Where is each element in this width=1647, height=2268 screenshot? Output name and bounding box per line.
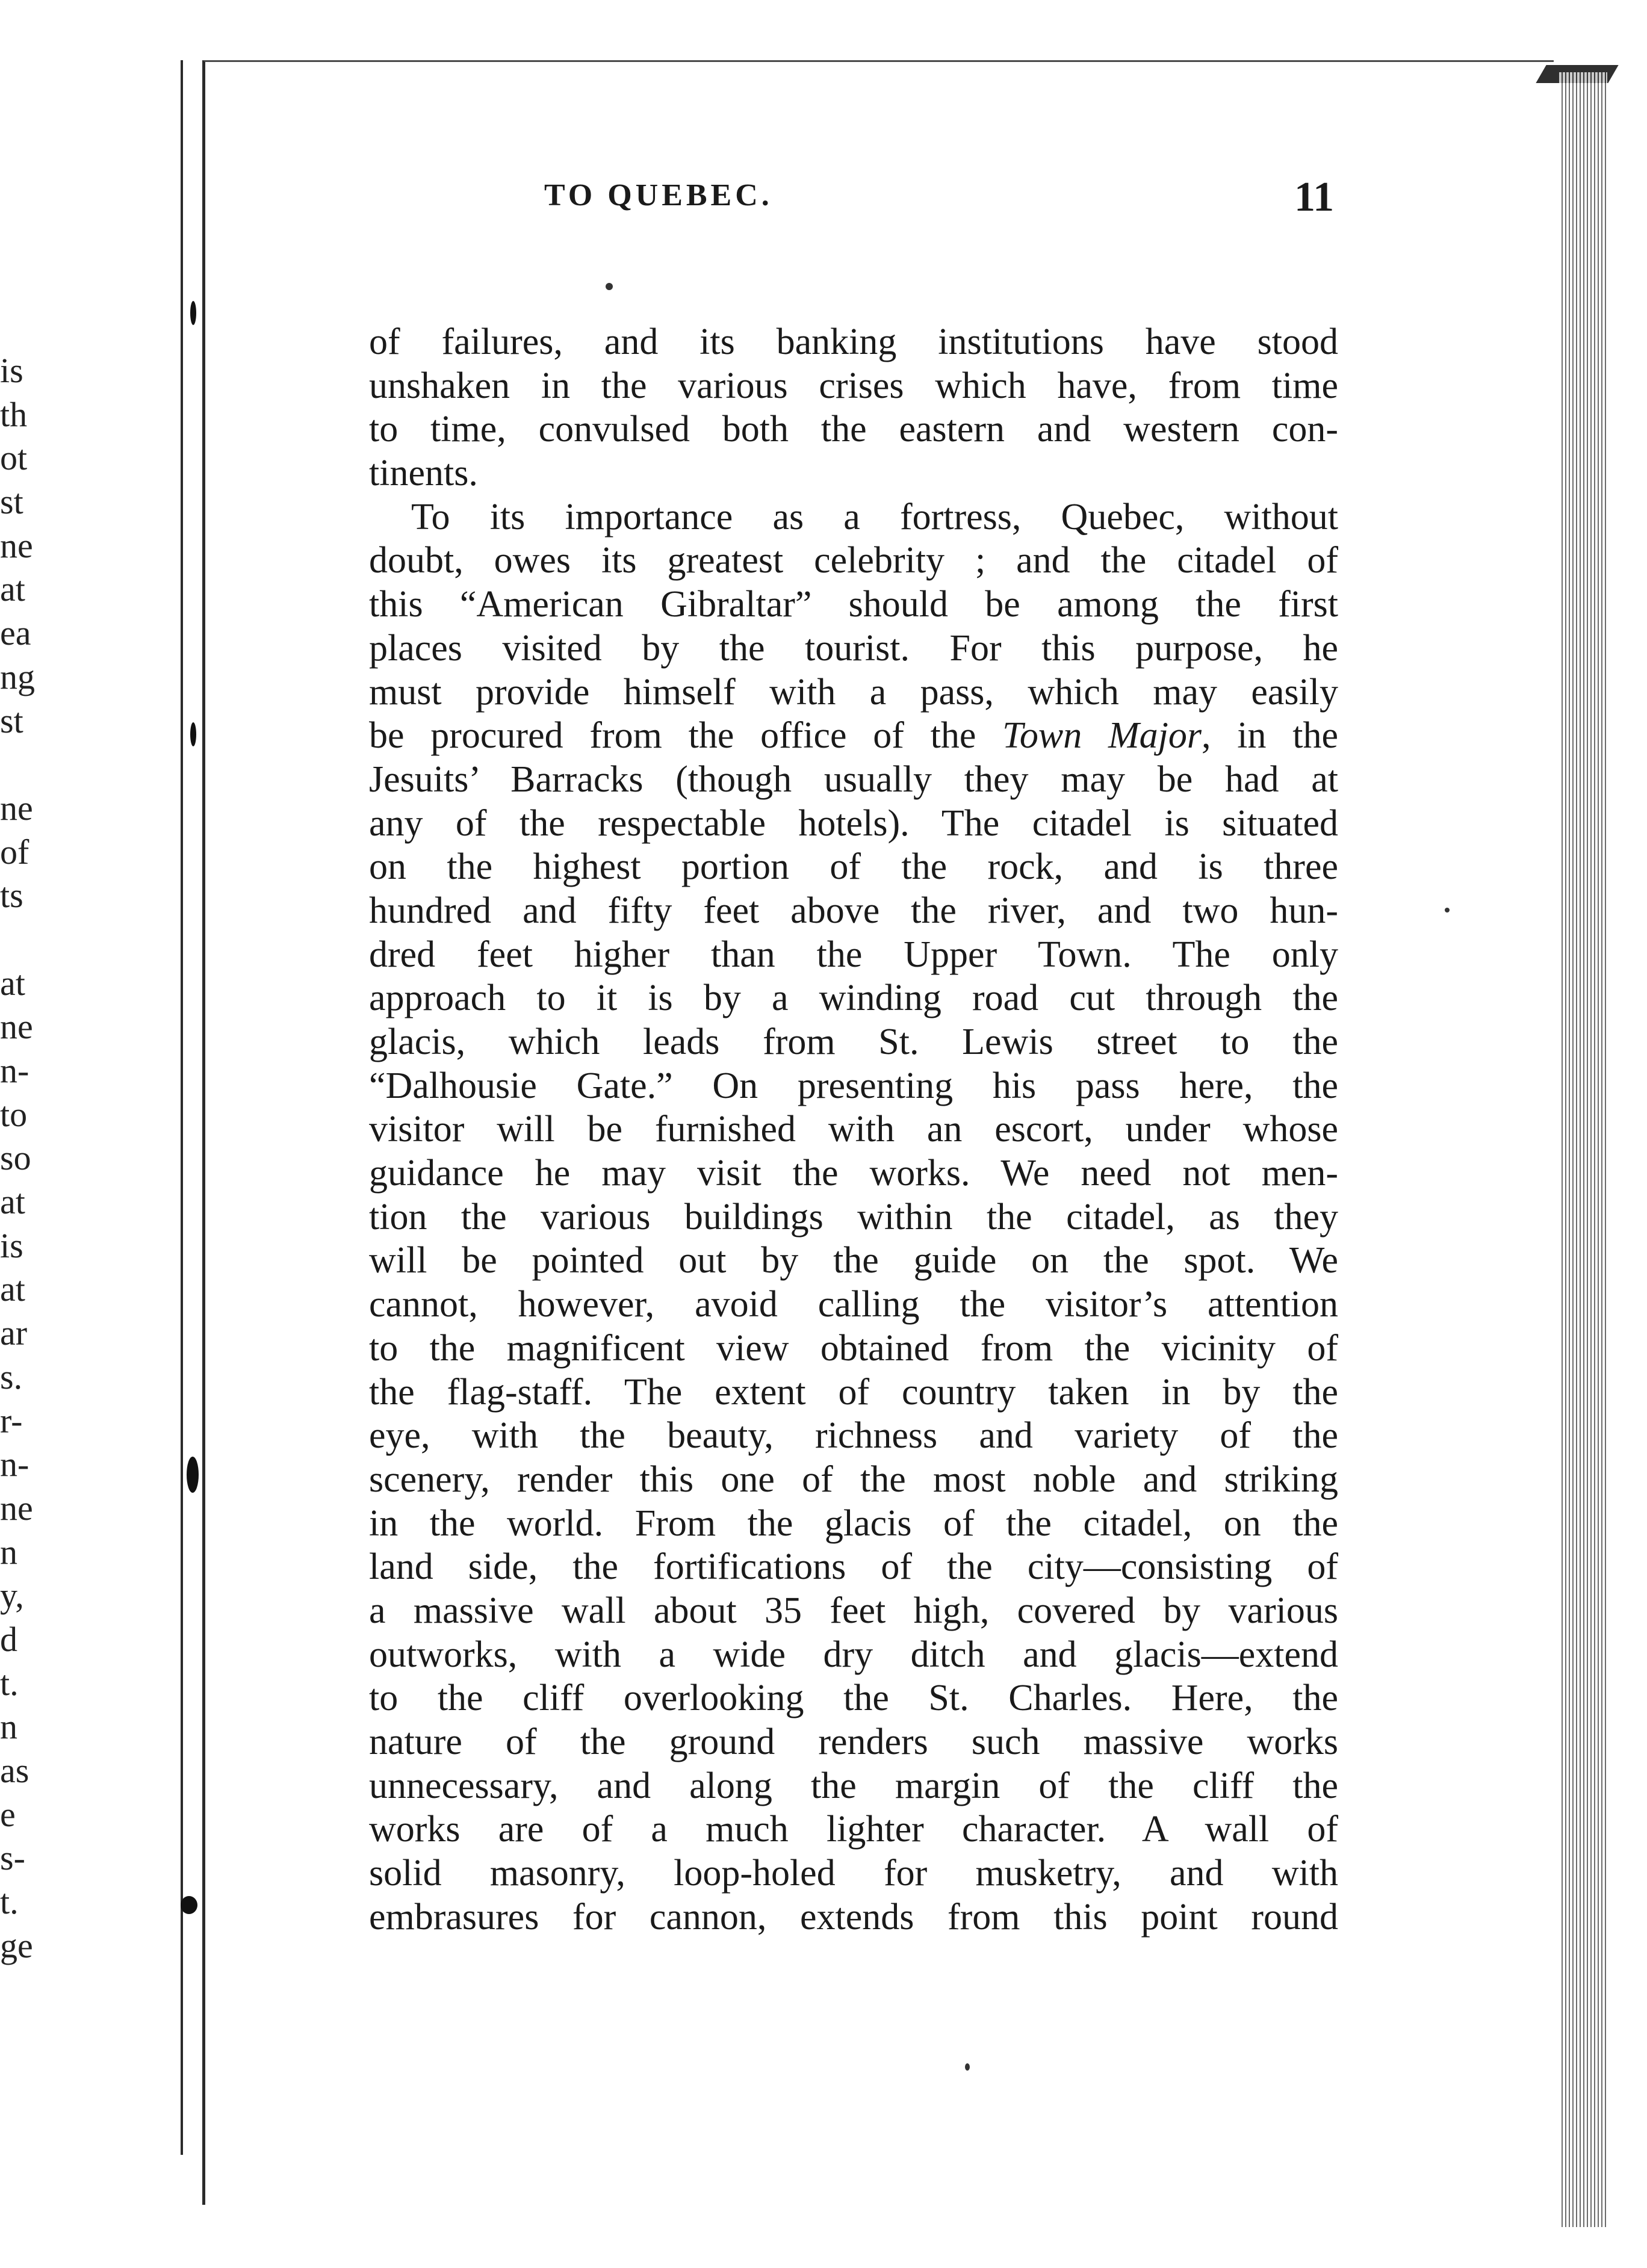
- page-number: 11: [1294, 174, 1335, 220]
- left-text-fragment: s-: [0, 1838, 25, 1878]
- text-line: “Dalhousie Gate.” On presenting his pass here, the: [369, 1065, 1338, 1106]
- left-text-fragment: d: [0, 1619, 17, 1659]
- text-line: approach to it is by a winding road cut through the: [369, 978, 1338, 1019]
- left-text-fragment: r-: [0, 1401, 23, 1440]
- text-line: doubt, owes its greatest celebrity ; and the citadel of: [369, 540, 1338, 581]
- running-head: TO QUEBEC.: [544, 178, 773, 212]
- left-facing-page: [0, 60, 183, 2155]
- ink-speck: [965, 2063, 970, 2071]
- ink-speck: [606, 283, 613, 290]
- text-line: tinents.: [369, 453, 478, 494]
- left-text-fragment: ge: [0, 1926, 33, 1965]
- left-text-fragment: ts: [0, 876, 23, 916]
- text-line: unnecessary, and along the margin of the cliff the: [369, 1765, 1338, 1806]
- text-line: this “American Gibraltar” should be among the first: [369, 584, 1338, 625]
- left-text-fragment: [0, 918, 36, 962]
- text-line: must provide himself with a pass, which may easily: [369, 671, 1338, 713]
- text-line: to the cliff overlooking the St. Charles. Here, the: [369, 1678, 1338, 1719]
- left-text-fragment: n-: [0, 1445, 29, 1484]
- text-line: works are of a much lighter character. A wall of: [369, 1809, 1338, 1850]
- text-line: To its importance as a fortress, Quebec, without: [411, 496, 1338, 538]
- text-line: to time, convulsed both the eastern and western con-: [369, 409, 1338, 450]
- page-stack-edge: [1559, 72, 1607, 2227]
- ink-speck: [1445, 908, 1450, 912]
- left-text-fragment: ne: [0, 1007, 33, 1047]
- text-line: outworks, with a wide dry ditch and glacis—extend: [369, 1634, 1338, 1675]
- text-line: any of the respectable hotels). The citadel is situated: [369, 802, 1338, 844]
- text-line: a massive wall about 35 feet high, covered by various: [369, 1590, 1338, 1631]
- left-text-fragment: of: [0, 832, 29, 872]
- left-page-cropped-text: [0, 349, 36, 1968]
- gutter-mark: [190, 722, 196, 746]
- left-text-fragment: n-: [0, 1051, 29, 1090]
- left-text-fragment: ea: [0, 613, 31, 653]
- left-text-fragment: at: [0, 1269, 25, 1309]
- left-text-fragment: s.: [0, 1357, 23, 1396]
- text-line: the flag-staff. The extent of country taken in by the: [369, 1371, 1338, 1413]
- text-line: of failures, and its banking institutions have stood: [369, 321, 1338, 362]
- italic-phrase: Town Major: [1002, 715, 1202, 757]
- text-line: unshaken in the various crises which have, from time: [369, 365, 1338, 406]
- text-line: places visited by the tourist. For this purpose, he: [369, 627, 1338, 669]
- left-text-fragment: ne: [0, 1488, 33, 1528]
- text-line: eye, with the beauty, richness and variety of the: [369, 1415, 1338, 1457]
- left-text-fragment: is: [0, 1225, 23, 1265]
- left-text-fragment: at: [0, 569, 25, 609]
- left-text-fragment: ar: [0, 1313, 28, 1353]
- text-line: dred feet higher than the Upper Town. The only: [369, 934, 1338, 975]
- left-text-fragment: ne: [0, 788, 33, 828]
- left-text-fragment: ne: [0, 525, 33, 565]
- left-text-fragment: at: [0, 963, 25, 1003]
- text-line: in the world. From the glacis of the citadel, on the: [369, 1502, 1338, 1544]
- left-text-fragment: th: [0, 394, 28, 434]
- text-line: on the highest portion of the rock, and is three: [369, 846, 1338, 888]
- left-text-fragment: [0, 743, 36, 787]
- left-text-fragment: at: [0, 1182, 25, 1222]
- gutter-mark: [181, 1896, 197, 1914]
- text-line: Jesuits’ Barracks (though usually they may be had at: [369, 758, 1338, 800]
- text-line: will be pointed out by the guide on the spot. We: [369, 1240, 1338, 1281]
- gutter-mark: [187, 1457, 199, 1493]
- text-line: glacis, which leads from St. Lewis street to the: [369, 1021, 1338, 1062]
- left-text-fragment: ot: [0, 438, 28, 478]
- left-text-fragment: n: [0, 1532, 17, 1572]
- text-line: visitor will be furnished with an escort, under whose: [369, 1109, 1338, 1150]
- left-text-fragment: st: [0, 701, 23, 740]
- left-text-fragment: to: [0, 1094, 28, 1134]
- text-line: guidance he may visit the works. We need not men-: [369, 1153, 1338, 1194]
- text-line: hundred and fifty feet above the river, and two hun-: [369, 890, 1338, 931]
- text-line: be procured from the office of the Town Major, in the: [369, 715, 1338, 757]
- gutter-mark: [190, 301, 196, 325]
- text-line: to the magnificent view obtained from the vicinity of: [369, 1327, 1338, 1369]
- body-text: [369, 320, 1338, 1939]
- left-text-fragment: st: [0, 482, 23, 522]
- text-line: embrasures for cannon, extends from this point round: [369, 1896, 1338, 1938]
- text-line: land side, the fortifications of the city—consisting of: [369, 1546, 1338, 1588]
- text-line: scenery, render this one of the most noble and striking: [369, 1458, 1338, 1500]
- text-line: nature of the ground renders such massive works: [369, 1721, 1338, 1762]
- left-text-fragment: y,: [0, 1576, 24, 1616]
- left-text-fragment: as: [0, 1751, 29, 1790]
- text-line: cannot, however, avoid calling the visitor’s attention: [369, 1284, 1338, 1325]
- left-text-fragment: e: [0, 1794, 16, 1834]
- left-text-fragment: so: [0, 1138, 31, 1178]
- left-text-fragment: n: [0, 1707, 17, 1747]
- left-text-fragment: is: [0, 351, 23, 390]
- left-text-fragment: t.: [0, 1663, 19, 1703]
- left-text-fragment: ng: [0, 657, 35, 696]
- text-line: tion the various buildings within the citadel, as they: [369, 1196, 1338, 1238]
- text-line: solid masonry, loop-holed for musketry, and with: [369, 1853, 1338, 1894]
- left-text-fragment: t.: [0, 1882, 19, 1922]
